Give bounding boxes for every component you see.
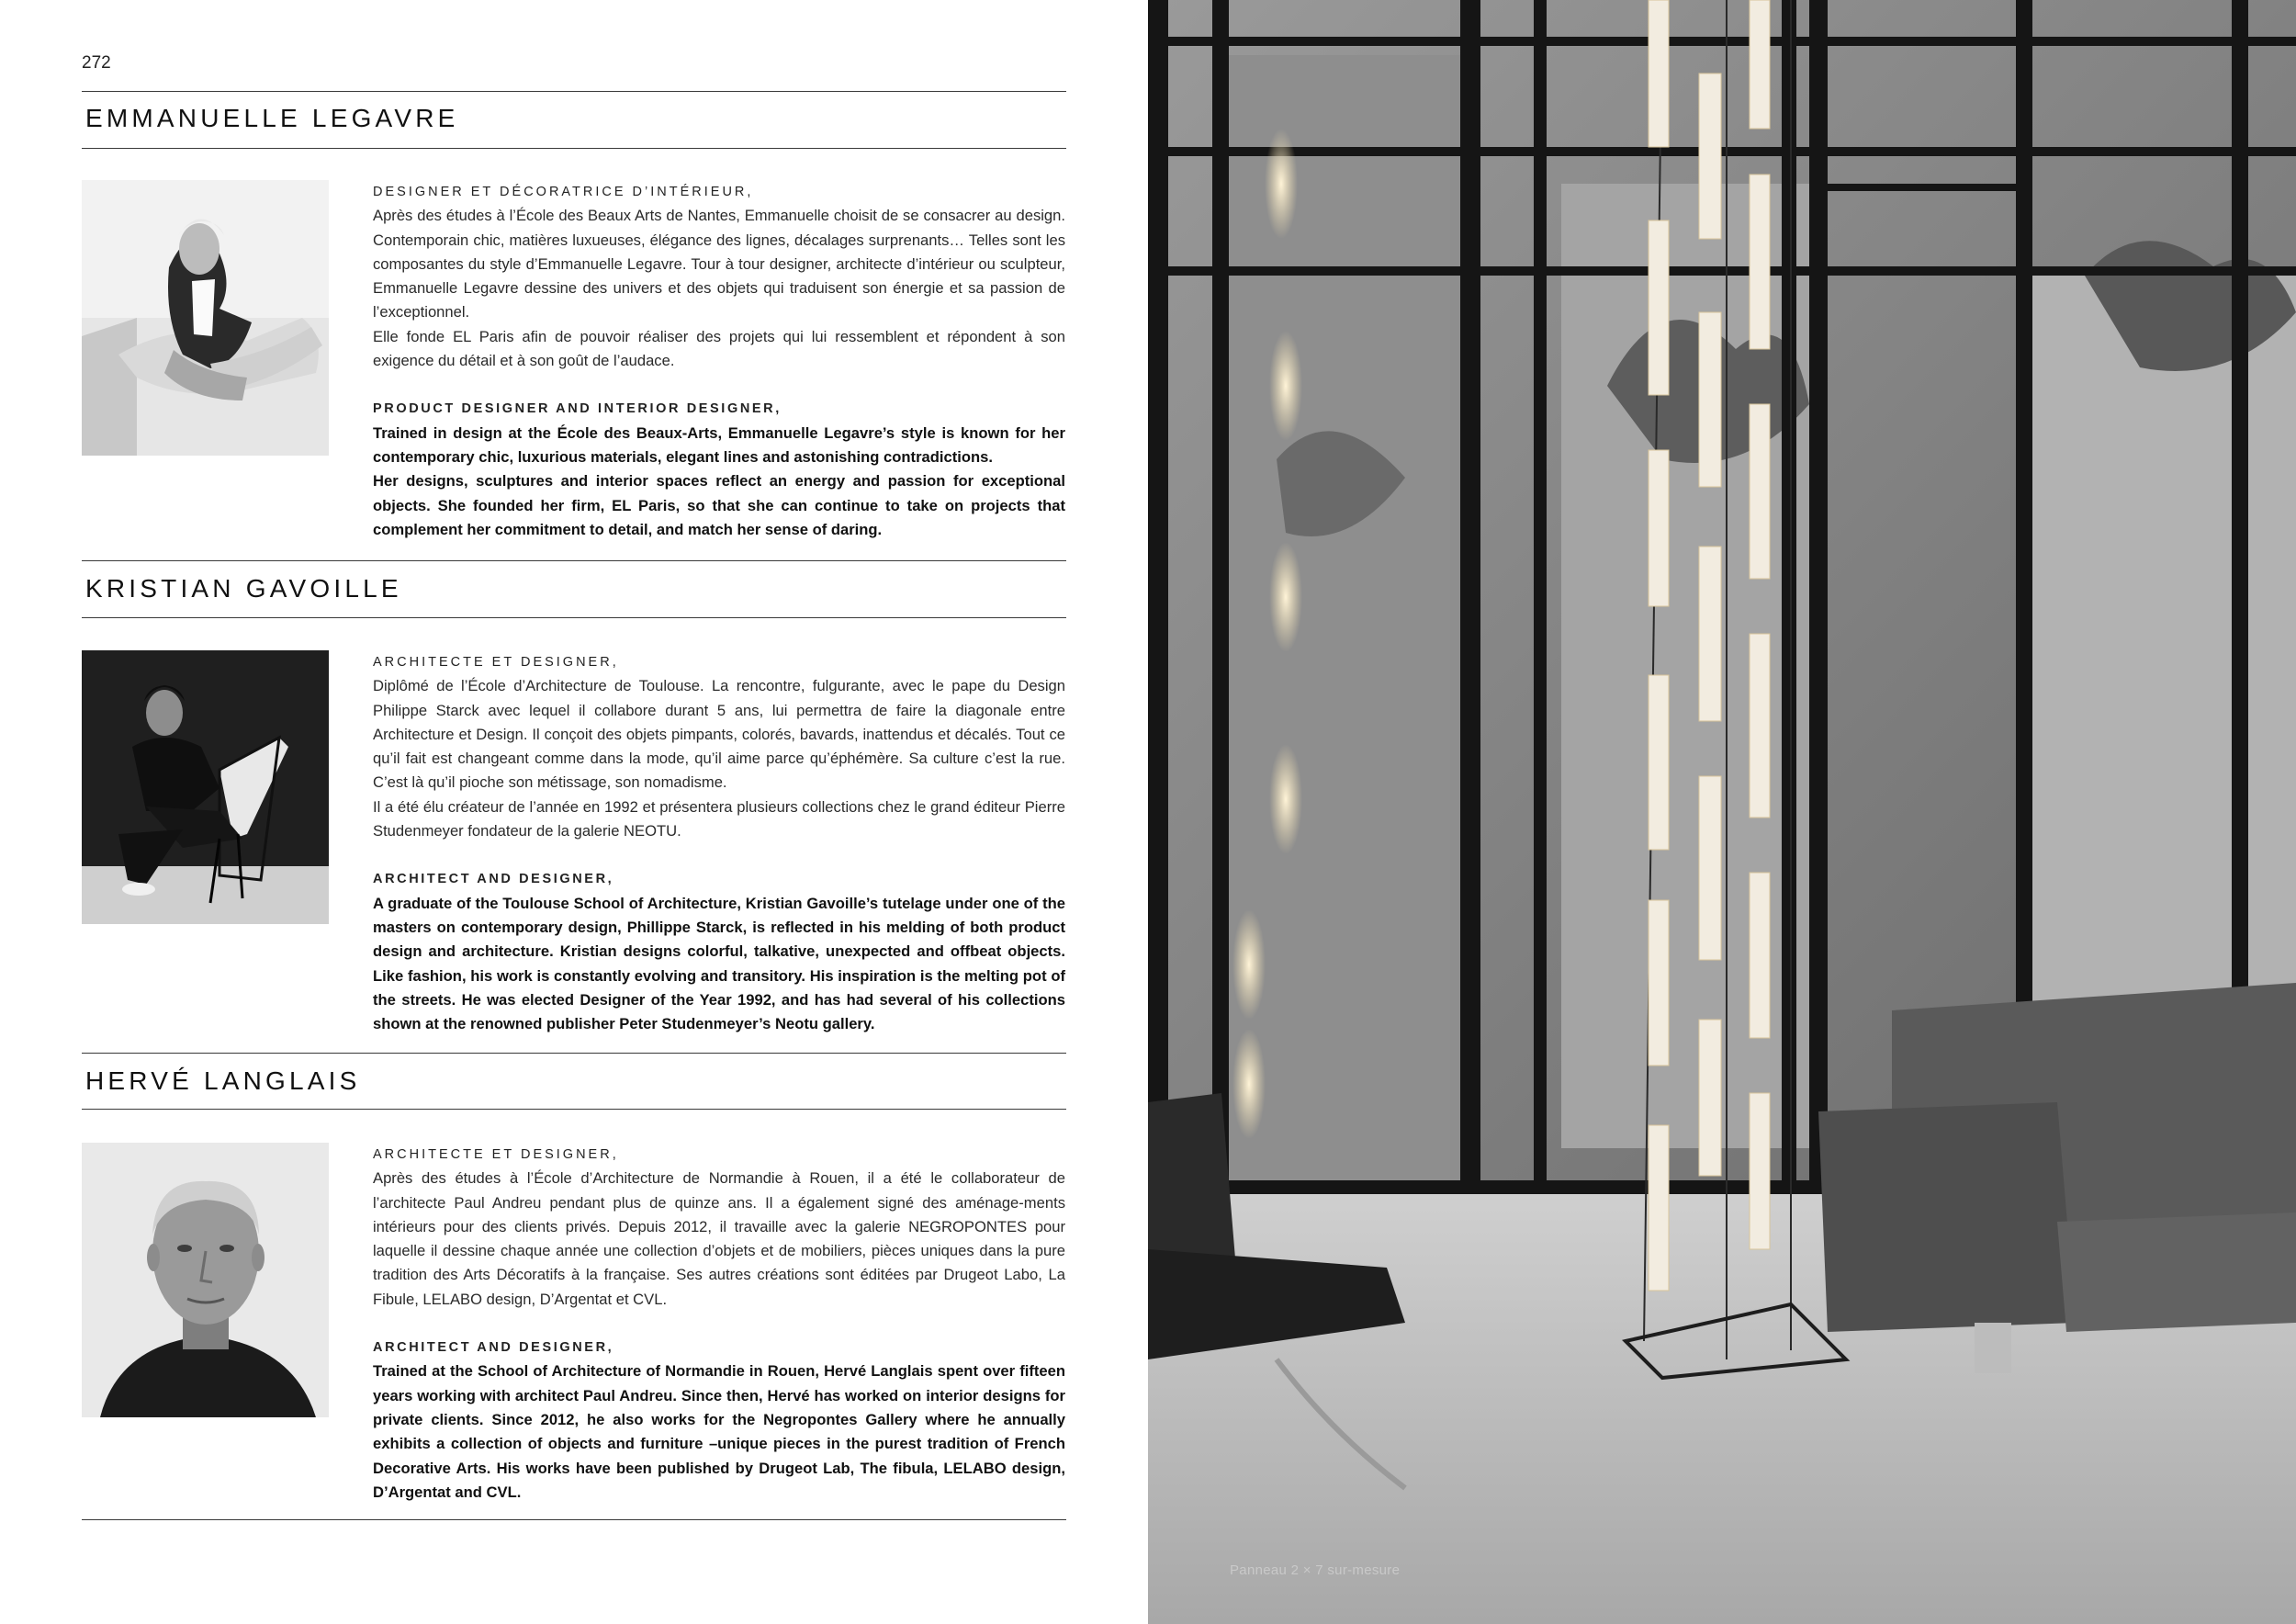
designer-bio	[373, 1143, 1065, 1505]
role-title-fr: DESIGNER ET DÉCORATRICE D’INTÉRIEUR,	[373, 185, 754, 199]
divider	[82, 1109, 1066, 1110]
bio-english	[373, 867, 1065, 1036]
bio-paragraph-fr: Après des études à l’École des Beaux Arts de Nantes, Emmanuelle choisit de se consacrer au design. Contemporain chic, matières luxueuses, élégance des lignes, décalages surprenants… Telles sont les composantes du style d’Emmanuelle Legavre. Tour à tour designer, architecte d’intérieur ou sculpteur, Emmanuelle Legavre dessine des univers et des objets qui traduisent son énergie et sa passion de l’exceptionnel.	[373, 207, 1065, 321]
divider	[82, 1053, 1066, 1054]
designer-name: KRISTIAN GAVOILLE	[85, 574, 402, 603]
role-title-en: ARCHITECT AND DESIGNER,	[373, 1340, 614, 1356]
designer-name: EMMANUELLE LEGAVRE	[85, 104, 459, 132]
photo-caption: Panneau 2 × 7 sur-mesure	[1230, 1562, 1401, 1578]
divider	[82, 148, 1066, 149]
bio-paragraph-en: Trained at the School of Architecture of Normandie in Rouen, Hervé Langlais spent over fifteen years working with architect Paul Andreu. Since then, Hervé has worked on interior designs for private clients. Since 2012, he also works for the Negropontes Gallery where he annually exhibits a collection of objects and furniture –unique pieces in the purest tradition of French Decorative Arts. His works have been published by Drugeot Lab, The fibula, LELABO design, D’Argentat and CVL.	[373, 1362, 1065, 1501]
designer-name: HERVÉ LANGLAIS	[85, 1066, 361, 1095]
bio-paragraph-fr: Elle fonde EL Paris afin de pouvoir réaliser des projets qui lui ressemblent et répondent à son exigence du détail et à son goût de l’audace.	[373, 327, 1065, 370]
bio-english	[373, 1336, 1065, 1505]
divider	[82, 617, 1066, 618]
bio-paragraph-fr: Après des études à l’École d’Architecture de Normandie à Rouen, il a été le collaborateur de l’architecte Paul Andreu pendant plus de quinze ans. Il a également signé des aménage-ments intérieurs pour des clients privés. Depuis 2012, il travaille avec la galerie NEGROPONTES pour laquelle il dessine chaque année une collection d’objets et de mobiliers, pièces uniques dans la pure tradition des Arts Décoratifs à la française. Ses autres créations sont éditées par Drugeot Labo, La Fibule, LELABO design, D’Argentat et CVL.	[373, 1169, 1065, 1308]
bio-paragraph-en: A graduate of the Toulouse School of Architecture, Kristian Gavoille’s tutelage under one of the masters on contemporary design, Phillippe Starck, is reflected in his melding of both product design and architecture. Kristian designs colorful, talkative, unexpected and offbeat objects. Like fashion, his work is constantly evolving and transitory. His inspiration is the melting pot of the streets. He was elected Designer of the Year 1992, and has had several of his collections shown at the renowned publisher Peter Studenmeyer’s Neotu gallery.	[373, 894, 1065, 1033]
role-title-fr: ARCHITECTE ET DESIGNER,	[373, 1147, 619, 1162]
bio-english	[373, 397, 1065, 542]
interior-photo	[1148, 0, 2296, 1624]
role-title-en: ARCHITECT AND DESIGNER,	[373, 872, 614, 887]
designer-portrait	[82, 650, 329, 924]
bio-paragraph-fr: Diplômé de l’École d’Architecture de Toulouse. La rencontre, fulgurante, avec le pape du Design Philippe Starck avec lequel il collabore durant 5 ans, lui permettra de faire la diagonale entre Architecture et Design. Il conçoit des objets pimpants, colorés, bavards, inattendus et décalés. Tout ce qu’il fait est changeant comme dans la mode, qu’il aime parce qu’éphémère. Sa culture c’est la rue. C’est là qu’il pioche son métissage, son nomadisme.	[373, 677, 1065, 792]
designer-bio	[373, 180, 1065, 542]
bio-paragraph-en: Trained in design at the École des Beaux-Arts, Emmanuelle Legavre’s style is known for her contemporary chic, luxurious materials, elegant lines and astonishing contradictions.	[373, 423, 1065, 466]
bio-paragraph-fr: Il a été élu créateur de l’année en 1992 et présentera plusieurs collections chez le grand éditeur Pierre Studenmeyer fondateur de la galerie NEOTU.	[373, 797, 1065, 840]
designer-bio	[373, 650, 1065, 1036]
designer-portrait	[82, 180, 329, 456]
role-title-fr: ARCHITECTE ET DESIGNER,	[373, 655, 619, 670]
bio-paragraph-en: Her designs, sculptures and interior spaces reflect an energy and passion for exceptional objects. She founded her firm, EL Paris, so that she can continue to take on projects that complement her commitment to detail, and match her sense of daring.	[373, 472, 1065, 538]
divider	[82, 1519, 1066, 1520]
divider	[82, 91, 1066, 92]
designer-portrait	[82, 1143, 329, 1417]
role-title-en: PRODUCT DESIGNER AND INTERIOR DESIGNER,	[373, 401, 782, 417]
divider	[82, 560, 1066, 561]
page-number: 272	[82, 53, 111, 73]
